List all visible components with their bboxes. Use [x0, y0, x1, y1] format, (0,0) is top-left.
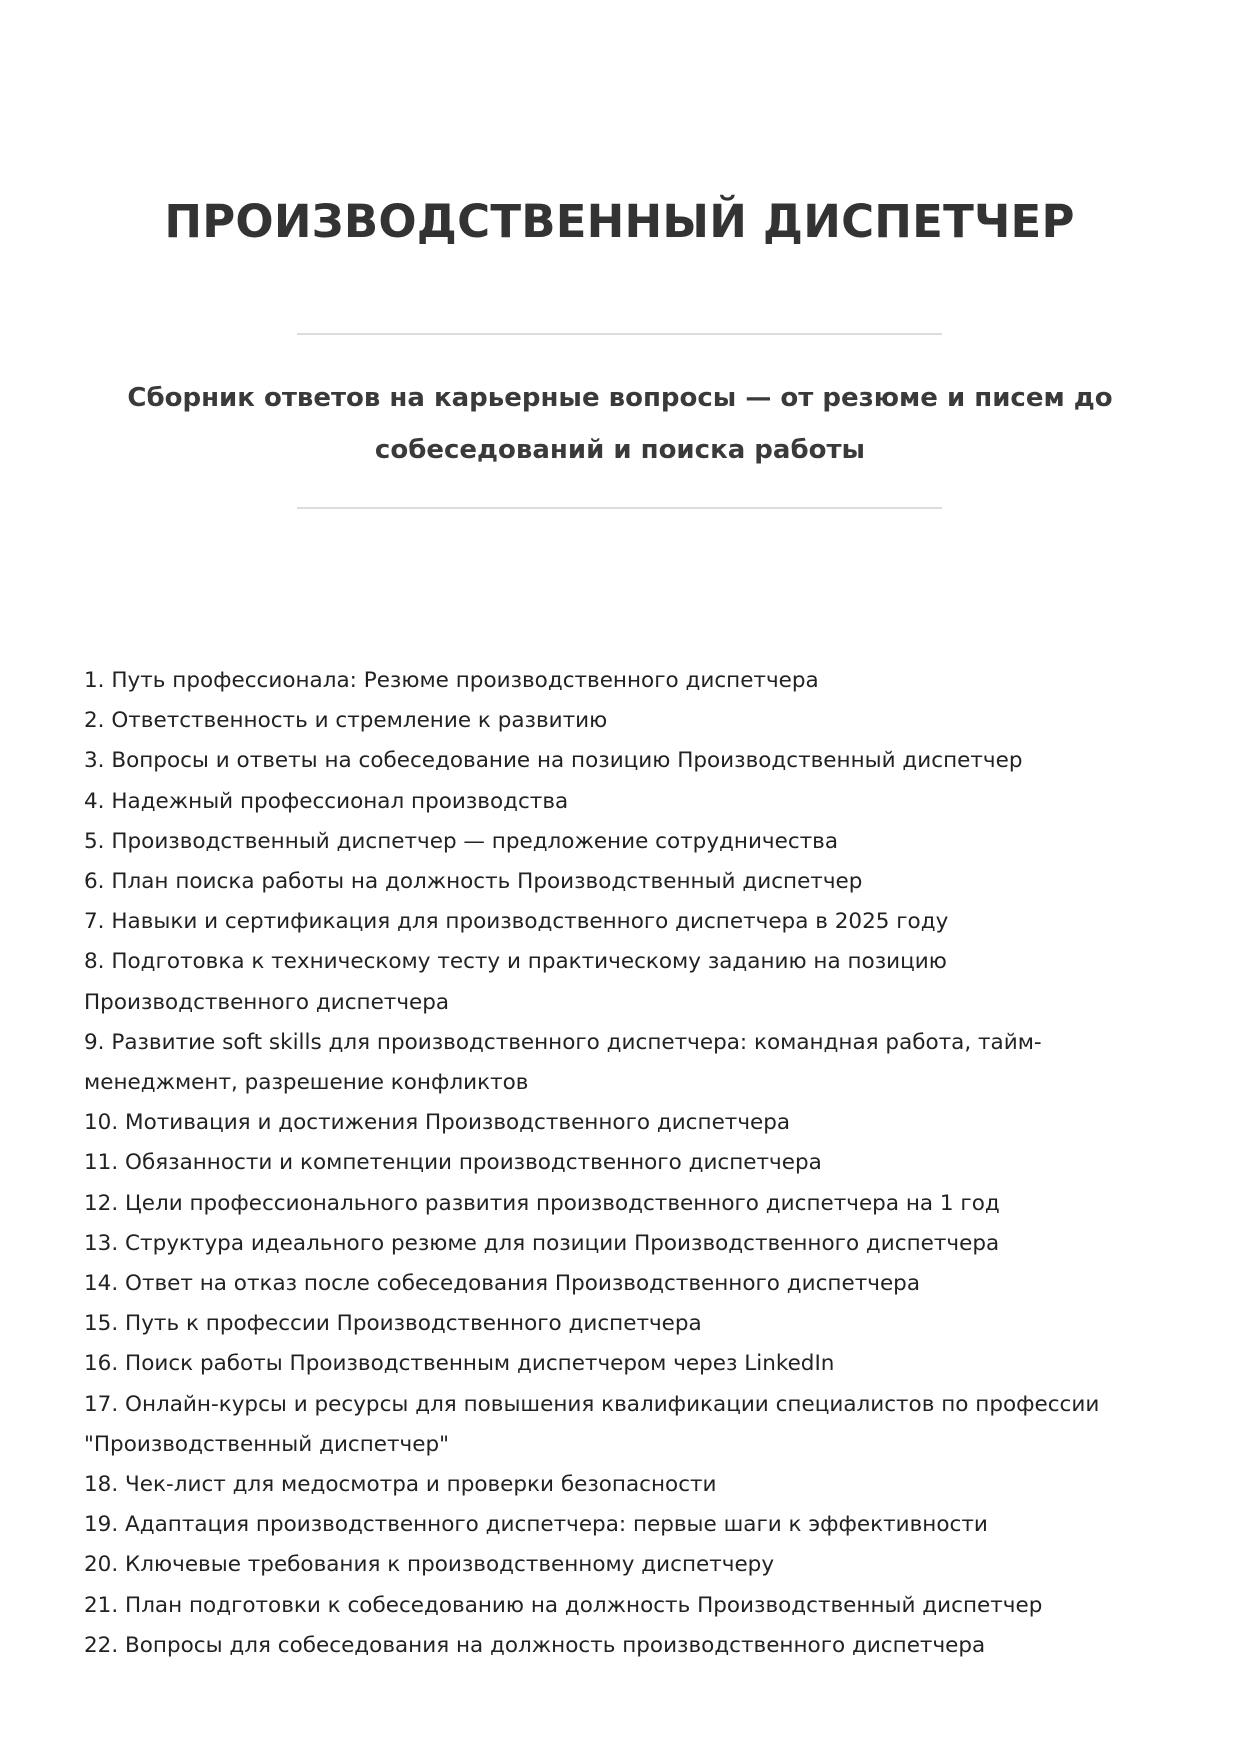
toc-item-14[interactable]: 14. Ответ на отказ после собеседования Производственного диспетчера — [84, 1271, 920, 1297]
toc-item-22[interactable]: 22. Вопросы для собеседования на должность производственного диспетчера — [84, 1632, 986, 1658]
toc-item-10[interactable]: 10. Мотивация и достижения Производственного диспетчера — [84, 1110, 791, 1136]
title-divider-bottom — [297, 507, 942, 509]
toc-item-21[interactable]: 21. План подготовки к собеседованию на должность Производственный диспетчер — [84, 1592, 1043, 1618]
toc-item-3[interactable]: 3. Вопросы и ответы на собеседование на позицию Производственный диспетчер — [84, 748, 1023, 774]
toc-item-4[interactable]: 4. Надежный профессионал производства — [84, 788, 569, 814]
toc-item-16[interactable]: 16. Поиск работы Производственным диспетчером через LinkedIn — [84, 1351, 835, 1377]
toc-item-12[interactable]: 12. Цели профессионального развития производственного диспетчера на 1 год — [84, 1190, 1000, 1216]
toc-item-7[interactable]: 7. Навыки и сертификация для производственного диспетчера в 2025 году — [84, 909, 949, 935]
toc-item-9[interactable]: 9. Развитие soft skills для производственного диспетчера: командная работа, тайм-менеджмент, разрешение конфликтов — [84, 1029, 1042, 1096]
toc-item-20[interactable]: 20. Ключевые требования к производственному диспетчеру — [84, 1552, 775, 1578]
table-of-contents — [84, 661, 1164, 1666]
toc-item-18[interactable]: 18. Чек-лист для медосмотра и проверки безопасности — [84, 1472, 717, 1498]
toc-item-13[interactable]: 13. Структура идеального резюме для позиции Производственного диспетчера — [84, 1230, 1000, 1256]
toc-item-1[interactable]: 1. Путь профессионала: Резюме производственного диспетчера — [84, 668, 819, 693]
toc-item-5[interactable]: 5. Производственный диспетчер — предложение сотрудничества — [84, 828, 839, 854]
page-subtitle: Сборник ответов на карьерные вопросы — от резюме и писем до собеседований и поиска работы — [127, 383, 1113, 465]
toc-item-15[interactable]: 15. Путь к профессии Производственного диспетчера — [84, 1311, 702, 1337]
toc-item-11[interactable]: 11. Обязанности и компетенции производственного диспетчера — [84, 1150, 822, 1176]
toc-item-19[interactable]: 19. Адаптация производственного диспетчера: первые шаги к эффективности — [84, 1512, 988, 1538]
toc-item-8[interactable]: 8. Подготовка к техническому тесту и практическому заданию на позицию Производственного диспетчера — [84, 949, 947, 1015]
toc-item-2[interactable]: 2. Ответственность и стремление к развитию — [84, 708, 608, 734]
toc-item-17[interactable]: 17. Онлайн-курсы и ресурсы для повышения квалификации специалистов по профессии "Производственный диспетчер" — [84, 1391, 1100, 1457]
title-divider-top — [297, 333, 942, 335]
page-title: ПРОИЗВОДСТВЕННЫЙ ДИСПЕТЧЕР — [164, 195, 1075, 248]
toc-item-6[interactable]: 6. План поиска работы на должность Производственный диспетчер — [84, 869, 863, 895]
